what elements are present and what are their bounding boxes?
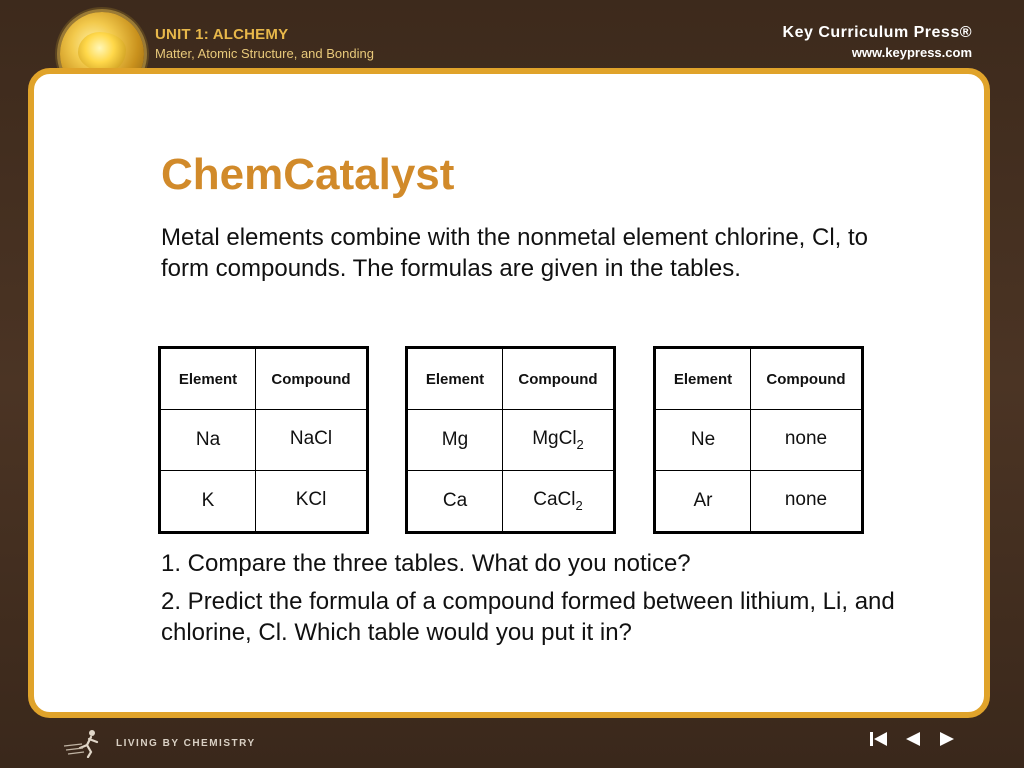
running-figure-logo-icon xyxy=(62,728,106,758)
previous-slide-button[interactable] xyxy=(900,730,926,754)
compound-formula: none xyxy=(784,489,828,511)
table-header-compound: Compound xyxy=(503,348,615,410)
compound-cell xyxy=(256,410,368,471)
next-slide-button[interactable] xyxy=(934,730,960,754)
skip-first-icon xyxy=(869,730,889,748)
publisher-name: Key Curriculum Press® xyxy=(782,24,972,41)
element-cell: K xyxy=(160,471,256,533)
slide-title: ChemCatalyst xyxy=(161,150,455,199)
table-row xyxy=(160,410,368,471)
table-row xyxy=(655,471,863,533)
compound-cell xyxy=(503,471,615,533)
question-1: 1. Compare the three tables. What do you notice? xyxy=(161,550,691,577)
table-header-compound: Compound xyxy=(751,348,863,410)
table-row xyxy=(407,471,615,533)
element-cell: Mg xyxy=(407,410,503,471)
compound-formula: MgCl xyxy=(532,428,577,450)
question-2: 2. Predict the formula of a compound formed between lithium, Li, and chlorine, Cl. Which table would you put it in? xyxy=(161,588,895,646)
compound-formula: KCl xyxy=(295,489,327,511)
formula-subscript: 2 xyxy=(576,436,584,452)
chloride-table-1 xyxy=(158,346,369,534)
chloride-table-2 xyxy=(405,346,616,534)
compound-formula: CaCl xyxy=(533,489,576,511)
element-cell: Ne xyxy=(655,410,751,471)
triangle-left-icon xyxy=(904,730,922,748)
unit-subtitle: Matter, Atomic Structure, and Bonding xyxy=(155,46,374,61)
chloride-table-3 xyxy=(653,346,864,534)
table-header-element: Element xyxy=(160,348,256,410)
compound-cell xyxy=(503,410,615,471)
intro-text: Metal elements combine with the nonmetal element chlorine, Cl, to form compounds. The formulas are given in the tables. xyxy=(161,224,869,282)
compound-cell xyxy=(751,410,863,471)
slide-card xyxy=(28,68,990,718)
publisher-url: www.keypress.com xyxy=(851,45,972,60)
element-cell: Ar xyxy=(655,471,751,533)
unit-title: UNIT 1: ALCHEMY xyxy=(155,26,289,43)
gold-nugget-icon xyxy=(78,32,126,72)
element-cell: Na xyxy=(160,410,256,471)
compound-formula: none xyxy=(784,428,828,450)
table-header-element: Element xyxy=(407,348,503,410)
table-header-element: Element xyxy=(655,348,751,410)
first-slide-button[interactable] xyxy=(866,730,892,754)
table-header-compound: Compound xyxy=(256,348,368,410)
publisher-block xyxy=(783,24,972,60)
formula-subscript: 2 xyxy=(575,497,583,513)
footer-brand: LIVING BY CHEMISTRY xyxy=(116,738,256,749)
compound-formula: NaCl xyxy=(289,428,333,450)
compound-cell xyxy=(256,471,368,533)
triangle-right-icon xyxy=(938,730,956,748)
element-cell: Ca xyxy=(407,471,503,533)
table-row xyxy=(407,410,615,471)
table-row xyxy=(655,410,863,471)
compound-cell xyxy=(751,471,863,533)
table-row xyxy=(160,471,368,533)
